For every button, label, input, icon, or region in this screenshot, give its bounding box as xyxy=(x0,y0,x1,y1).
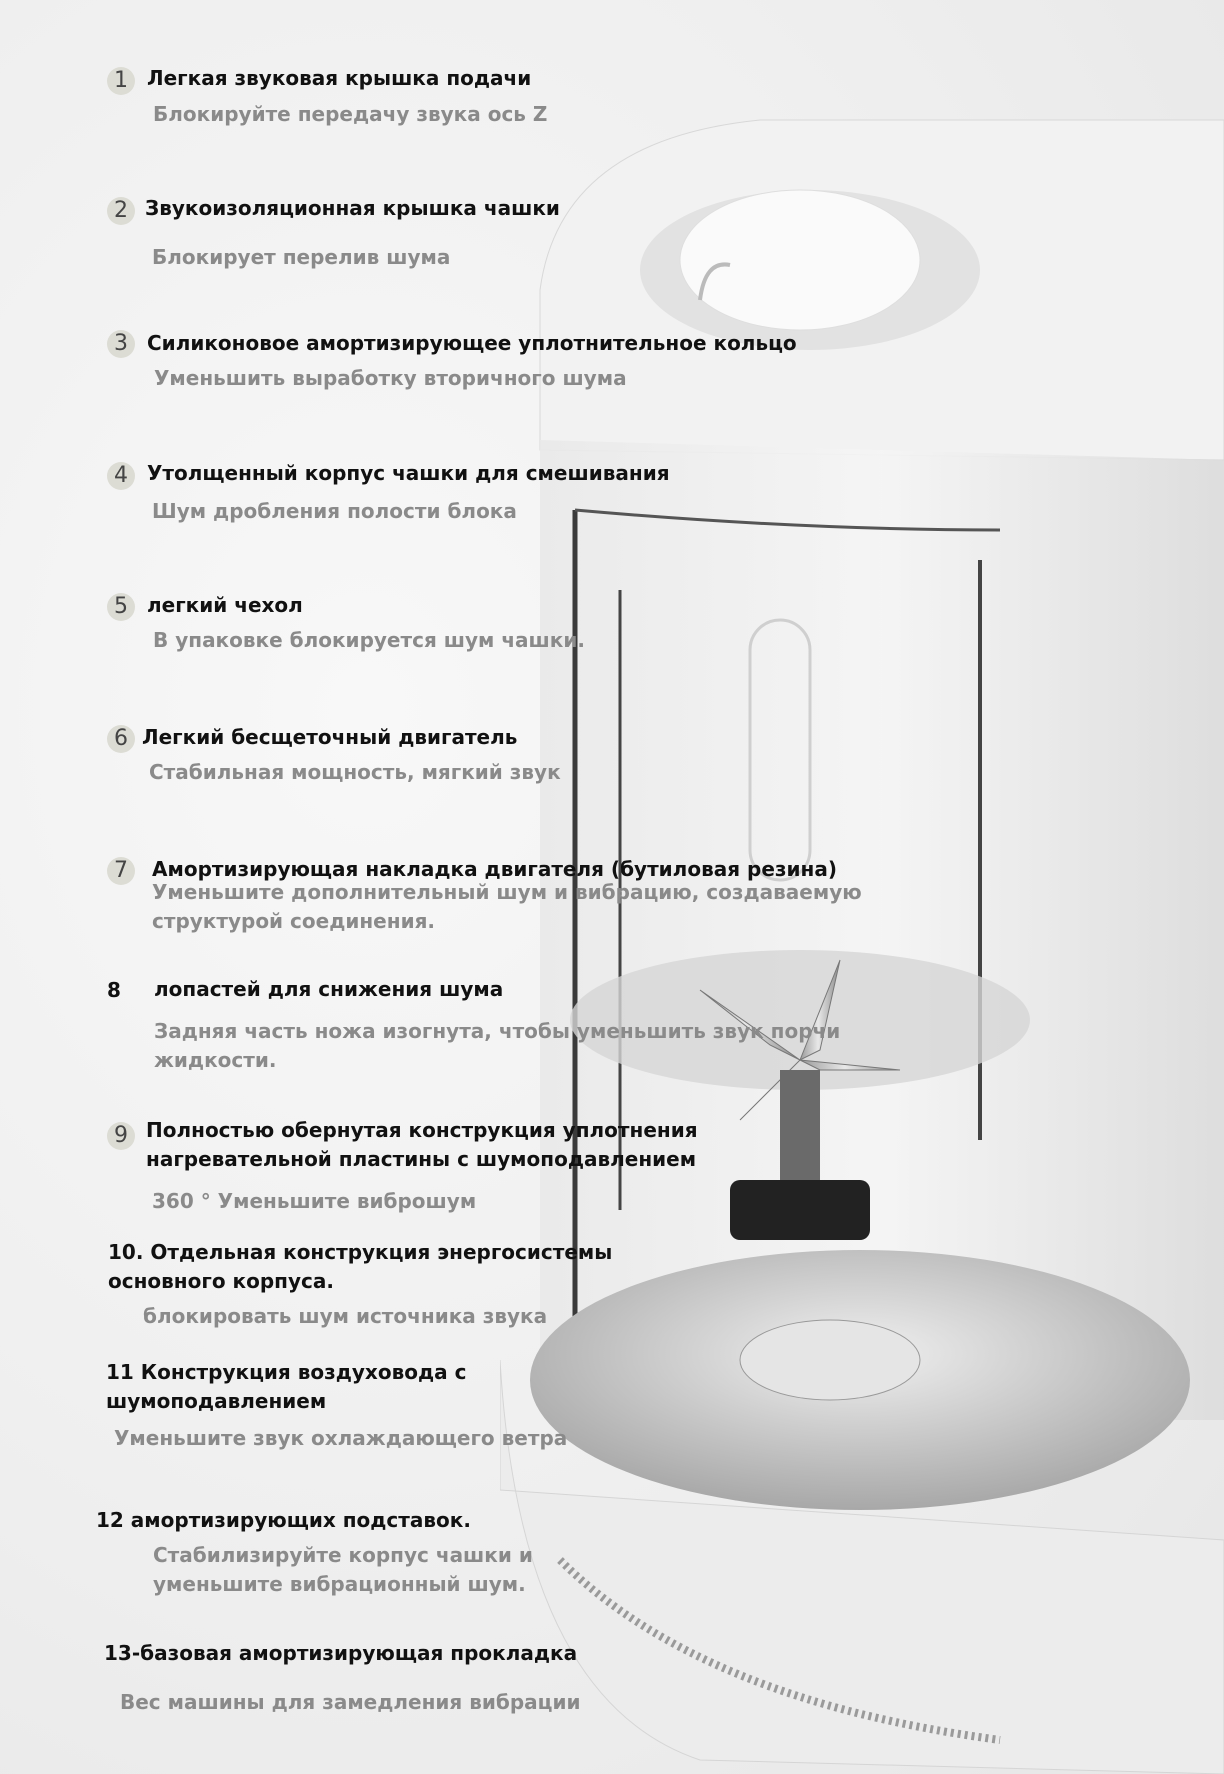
feature-title: легкий чехол xyxy=(147,593,303,617)
feature-number-badge: 1 xyxy=(107,67,135,95)
feature-number: 8 xyxy=(107,978,121,1002)
feature-title: лопастей для снижения шума xyxy=(154,977,504,1001)
feature-title: Силиконовое амортизирующее уплотнительное кольцо xyxy=(147,331,797,355)
feature-number-badge: 7 xyxy=(107,857,135,885)
feature-title: Утолщенный корпус чашки для смешивания xyxy=(147,461,670,485)
feature-number-badge: 4 xyxy=(107,462,135,490)
feature-title-line: Полностью обернутая конструкция уплотнения xyxy=(146,1118,698,1142)
feature-title: Легкий бесщеточный двигатель xyxy=(142,725,518,749)
feature-description-line: жидкости. xyxy=(154,1048,277,1072)
feature-description: Уменьшите звук охлаждающего ветра xyxy=(114,1426,568,1450)
feature-description: Шум дробления полости блока xyxy=(152,499,517,523)
feature-description: Блокируйте передачу звука ось Z xyxy=(153,102,548,126)
feature-number-badge: 5 xyxy=(107,593,135,621)
feature-title-line: шумоподавлением xyxy=(106,1389,327,1413)
feature-description-line: Задняя часть ножа изогнута, чтобы уменьшить звук порчи xyxy=(154,1019,841,1043)
feature-description: Блокирует перелив шума xyxy=(152,245,451,269)
feature-description-line: структурой соединения. xyxy=(152,909,436,933)
feature-title: Амортизирующая накладка двигателя (бутиловая резина) xyxy=(152,857,837,881)
feature-title: Звукоизоляционная крышка чашки xyxy=(145,196,560,220)
feature-description: Стабильная мощность, мягкий звук xyxy=(149,760,561,784)
feature-title: 13-базовая амортизирующая прокладка xyxy=(104,1641,578,1665)
feature-title: 12 амортизирующих подставок. xyxy=(96,1508,471,1532)
blender-illustration xyxy=(500,60,1224,1774)
feature-title-line: основного корпуса. xyxy=(108,1269,334,1293)
feature-description: Уменьшить выработку вторичного шума xyxy=(154,366,627,390)
feature-description: 360 ° Уменьшите виброшум xyxy=(152,1189,477,1213)
feature-description-line: Уменьшите дополнительный шум и вибрацию, создаваемую xyxy=(152,880,862,904)
feature-number-badge: 2 xyxy=(107,197,135,225)
feature-number-badge: 6 xyxy=(107,725,135,753)
feature-description: Вес машины для замедления вибрации xyxy=(120,1690,581,1714)
feature-description: блокировать шум источника звука xyxy=(143,1304,548,1328)
feature-title-line: 11 Конструкция воздуховода с xyxy=(106,1360,467,1384)
feature-title: Легкая звуковая крышка подачи xyxy=(147,66,532,90)
feature-number-badge: 9 xyxy=(107,1122,135,1150)
feature-title-line: 10. Отдельная конструкция энергосистемы xyxy=(108,1240,613,1264)
feature-number-badge: 3 xyxy=(107,330,135,358)
feature-description: В упаковке блокируется шум чашки. xyxy=(153,628,585,652)
feature-description-line: уменьшите вибрационный шум. xyxy=(153,1572,526,1596)
feature-title-line: нагревательной пластины с шумоподавлением xyxy=(146,1147,697,1171)
feature-description-line: Стабилизируйте корпус чашки и xyxy=(153,1543,533,1567)
